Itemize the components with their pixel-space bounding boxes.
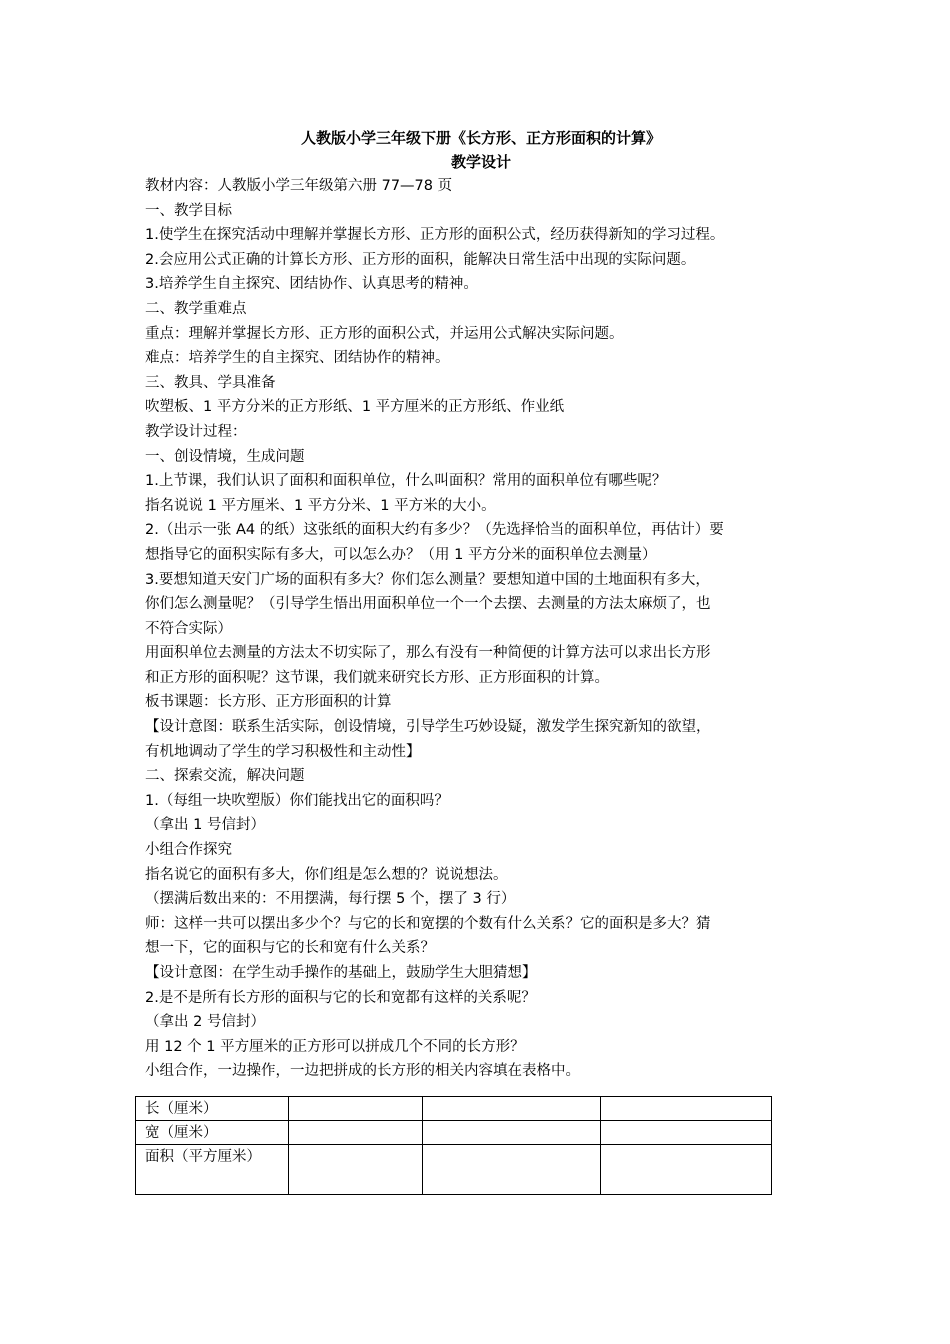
text-line: 你们怎么测量呢？（引导学生悟出用面积单位一个一个去摆、去测量的方法太麻烦了，也 (145, 596, 711, 613)
table-cell (601, 1121, 772, 1145)
table-row-label: 面积（平方厘米） (136, 1145, 289, 1195)
text-line: 难点：培养学生的自主探究、团结协作的精神。 (145, 350, 450, 367)
text-line: 三、教具、学具准备 (145, 374, 276, 391)
text-line: （摆满后数出来的：不用摆满，每行摆 5 个，摆了 3 行） (145, 891, 516, 908)
text-line: 一、创设情境，生成问题 (145, 448, 305, 465)
document-subtitle: 教学设计 (450, 153, 511, 171)
text-line: 小组合作探究 (145, 842, 232, 859)
document-title: 人教版小学三年级下册《长方形、正方形面积的计算》 (300, 129, 661, 147)
table-cell (601, 1097, 772, 1121)
text-line: 1.使学生在探究活动中理解并掌握长方形、正方形的面积公式，经历获得新知的学习过程。 (145, 227, 725, 244)
table-row (136, 1097, 772, 1121)
result-table (135, 1096, 772, 1195)
text-line: （拿出 2 号信封） (145, 1014, 265, 1031)
text-line: 2.会应用公式正确的计算长方形、正方形的面积，能解决日常生活中出现的实际问题。 (145, 251, 696, 268)
text-line: 指名说说 1 平方厘米、1 平方分米、1 平方米的大小。 (145, 497, 496, 514)
table-cell (601, 1145, 772, 1195)
text-line: 3.要想知道天安门广场的面积有多大？你们怎么测量？要想知道中国的土地面积有多大， (145, 571, 710, 588)
text-line: 3.培养学生自主探究、团结协作、认真思考的精神。 (145, 276, 478, 293)
table-cell (288, 1145, 422, 1195)
text-line: 教材内容：人教版小学三年级第六册 77—78 页 (145, 178, 453, 194)
table-cell (288, 1121, 422, 1145)
text-line: 和正方形的面积呢？这节课，我们就来研究长方形、正方形面积的计算。 (145, 669, 609, 686)
text-line: 有机地调动了学生的学习积极性和主动性】 (145, 743, 421, 760)
text-line: 一、教学目标 (145, 202, 232, 219)
text-line: 吹塑板、1 平方分米的正方形纸、1 平方厘米的正方形纸、作业纸 (145, 399, 565, 416)
table-row-label: 长（厘米） (136, 1097, 289, 1121)
table-row (136, 1145, 772, 1195)
text-line: 师：这样一共可以摆出多少个？与它的长和宽摆的个数有什么关系？它的面积是多大？猜 (145, 915, 711, 932)
text-line: 2.（出示一张 A4 的纸）这张纸的面积大约有多少？（先选择恰当的面积单位，再估计）要 (145, 522, 724, 539)
text-line: 不符合实际） (145, 620, 232, 637)
table-cell (288, 1097, 422, 1121)
table-row (136, 1121, 772, 1145)
table-cell (422, 1121, 601, 1145)
text-line: 1.（每组一块吹塑版）你们能找出它的面积吗？ (145, 792, 449, 809)
table-cell (422, 1145, 601, 1195)
text-line: 1.上节课，我们认识了面积和面积单位，什么叫面积？常用的面积单位有哪些呢？ (145, 473, 667, 490)
text-line: 二、探索交流，解决问题 (145, 768, 305, 785)
table-row-label: 宽（厘米） (136, 1121, 289, 1145)
table-cell (422, 1097, 601, 1121)
text-line: 指名说它的面积有多大，你们组是怎么想的？说说想法。 (145, 866, 508, 883)
text-line: 【设计意图：在学生动手操作的基础上，鼓励学生大胆猜想】 (145, 965, 537, 981)
text-line: 2.是不是所有长方形的面积与它的长和宽都有这样的关系呢？ (145, 989, 536, 1006)
text-line: 二、教学重难点 (145, 300, 247, 317)
text-line: 想指导它的面积实际有多大，可以怎么办？（用 1 平方分米的面积单位去测量） (145, 546, 657, 563)
text-line: 【设计意图：联系生活实际，创设情境，引导学生巧妙设疑，激发学生探究新知的欲望， (145, 719, 711, 736)
text-line: （拿出 1 号信封） (145, 817, 265, 834)
document-lines (145, 174, 817, 1084)
text-line: 用 12 个 1 平方厘米的正方形可以拼成几个不同的长方形？ (145, 1038, 525, 1055)
text-line: 用面积单位去测量的方法太不切实际了，那么有没有一种简便的计算方法可以求出长方形 (145, 645, 711, 662)
text-line: 重点：理解并掌握长方形、正方形的面积公式，并运用公式解决实际问题。 (145, 325, 624, 342)
text-line: 小组合作，一边操作，一边把拼成的长方形的相关内容填在表格中。 (145, 1063, 580, 1080)
text-line: 教学设计过程： (145, 423, 247, 440)
text-line: 想一下，它的面积与它的长和宽有什么关系？ (145, 940, 435, 957)
text-line: 板书课题：长方形、正方形面积的计算 (145, 694, 392, 711)
document-body (145, 126, 817, 1084)
